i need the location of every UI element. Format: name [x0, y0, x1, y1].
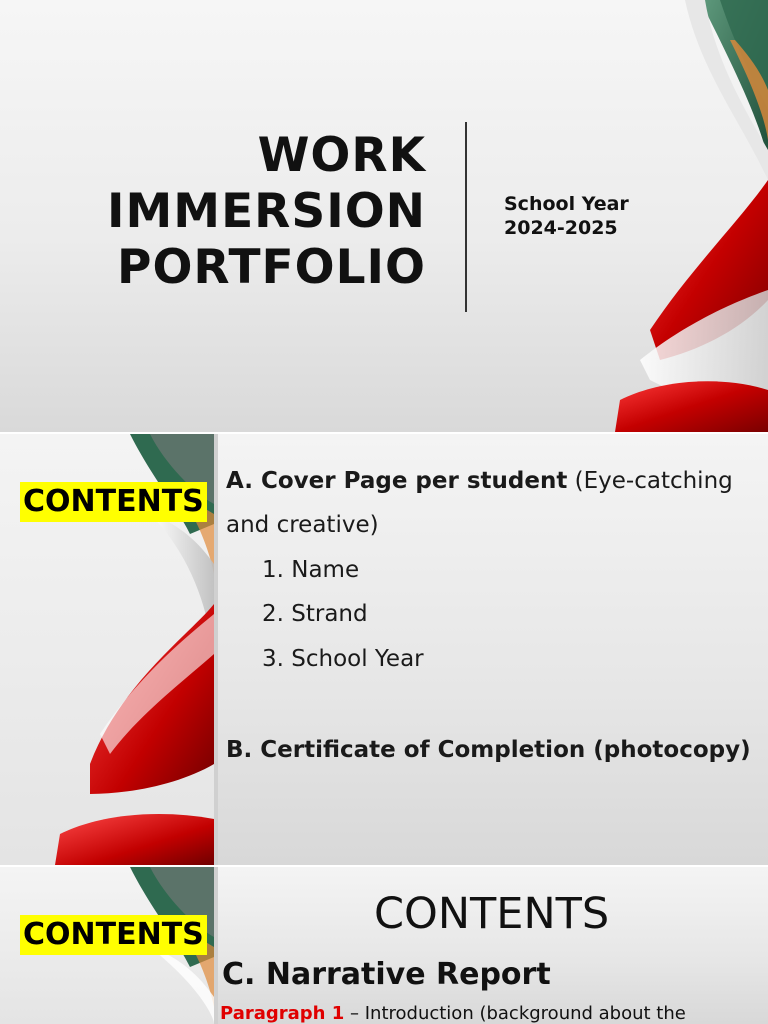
portfolio-title	[107, 128, 426, 296]
school-year-block	[504, 192, 629, 240]
sub-item: 1. Name	[262, 557, 360, 583]
vertical-divider	[465, 122, 467, 312]
contents-slide-1	[0, 434, 768, 865]
school-year-value: 2024-2025	[504, 217, 618, 239]
item-b: B. Certificate of Completion (photocopy)	[226, 737, 751, 763]
item-a-continued: and creative)	[226, 512, 379, 538]
contents-highlight-label: CONTENTS	[20, 915, 207, 955]
title-line: IMMERSION	[107, 184, 426, 239]
item-a-note: (Eye-catching	[567, 468, 733, 494]
slide-heading: CONTENTS	[374, 889, 610, 939]
sub-item: 2. Strand	[262, 601, 368, 627]
sub-item: 3. School Year	[262, 646, 424, 672]
school-year-label: School Year	[504, 193, 629, 215]
title-line: PORTFOLIO	[117, 240, 426, 295]
contents-slide-2	[0, 867, 768, 1024]
paragraph-label: Paragraph 1	[220, 1003, 345, 1024]
paragraph-line	[220, 1002, 686, 1024]
left-decor-pane	[0, 434, 214, 865]
contents-highlight-label: CONTENTS	[20, 482, 207, 522]
title-line: WORK	[257, 128, 426, 183]
left-decor-pane	[0, 867, 214, 1024]
paragraph-text: – Introduction (background about the	[344, 1003, 686, 1024]
item-a	[226, 466, 733, 496]
item-a-title: A. Cover Page per student	[226, 468, 568, 494]
section-heading: C. Narrative Report	[222, 957, 551, 992]
title-slide	[0, 0, 768, 432]
